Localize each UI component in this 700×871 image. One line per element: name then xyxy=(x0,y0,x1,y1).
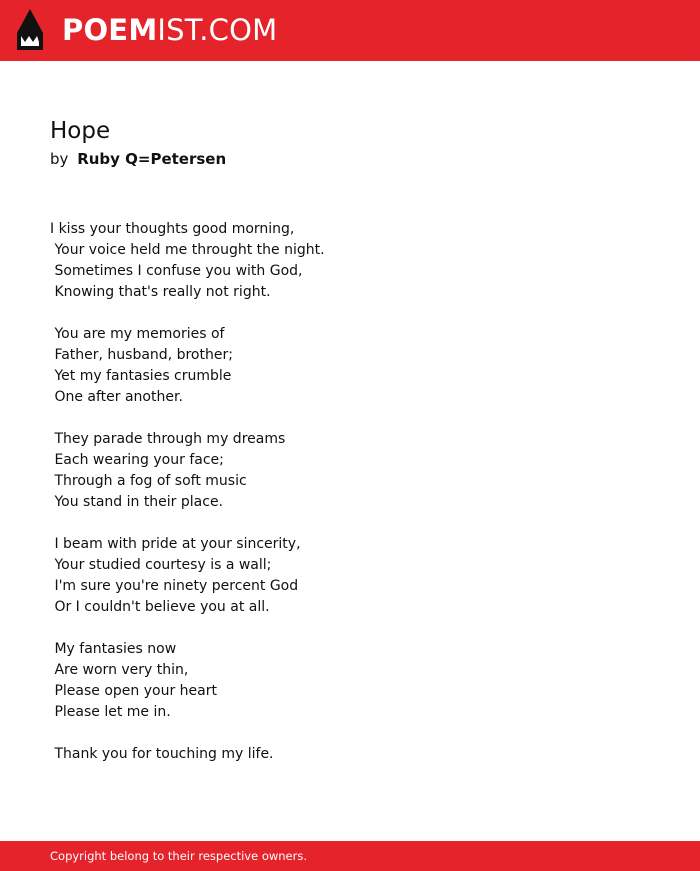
author-name: Ruby Q=Petersen xyxy=(77,150,227,168)
logo-light-text: IST.COM xyxy=(157,13,278,47)
site-header xyxy=(0,0,700,61)
by-label: by xyxy=(50,150,69,168)
poem-title: Hope xyxy=(50,118,111,144)
site-footer xyxy=(0,841,700,871)
logo-bold-text: POEM xyxy=(62,13,158,47)
poem-body: I kiss your thoughts good morning, Your voice held me throught the night. Sometimes I confuse you with God, Knowing that's really not right. You are my memories of Father, husband, brother; Yet my fantasies crumble One after another. They parade through my dreams Each wearing your face; Through a fog of soft music You stand in their place. I beam with pride at your sincerity, Your studied courtesy is a wall; I'm sure you're ninety percent God Or I couldn't believe you at all. My fantasies now Are worn very thin, Please open your heart Please let me in. Thank you for touching my life. xyxy=(50,221,325,762)
site-logo[interactable] xyxy=(62,12,277,48)
poem-byline xyxy=(50,149,226,169)
pencil-tip-icon xyxy=(16,9,44,52)
copyright-text: Copyright belong to their respective owners. xyxy=(50,849,308,863)
